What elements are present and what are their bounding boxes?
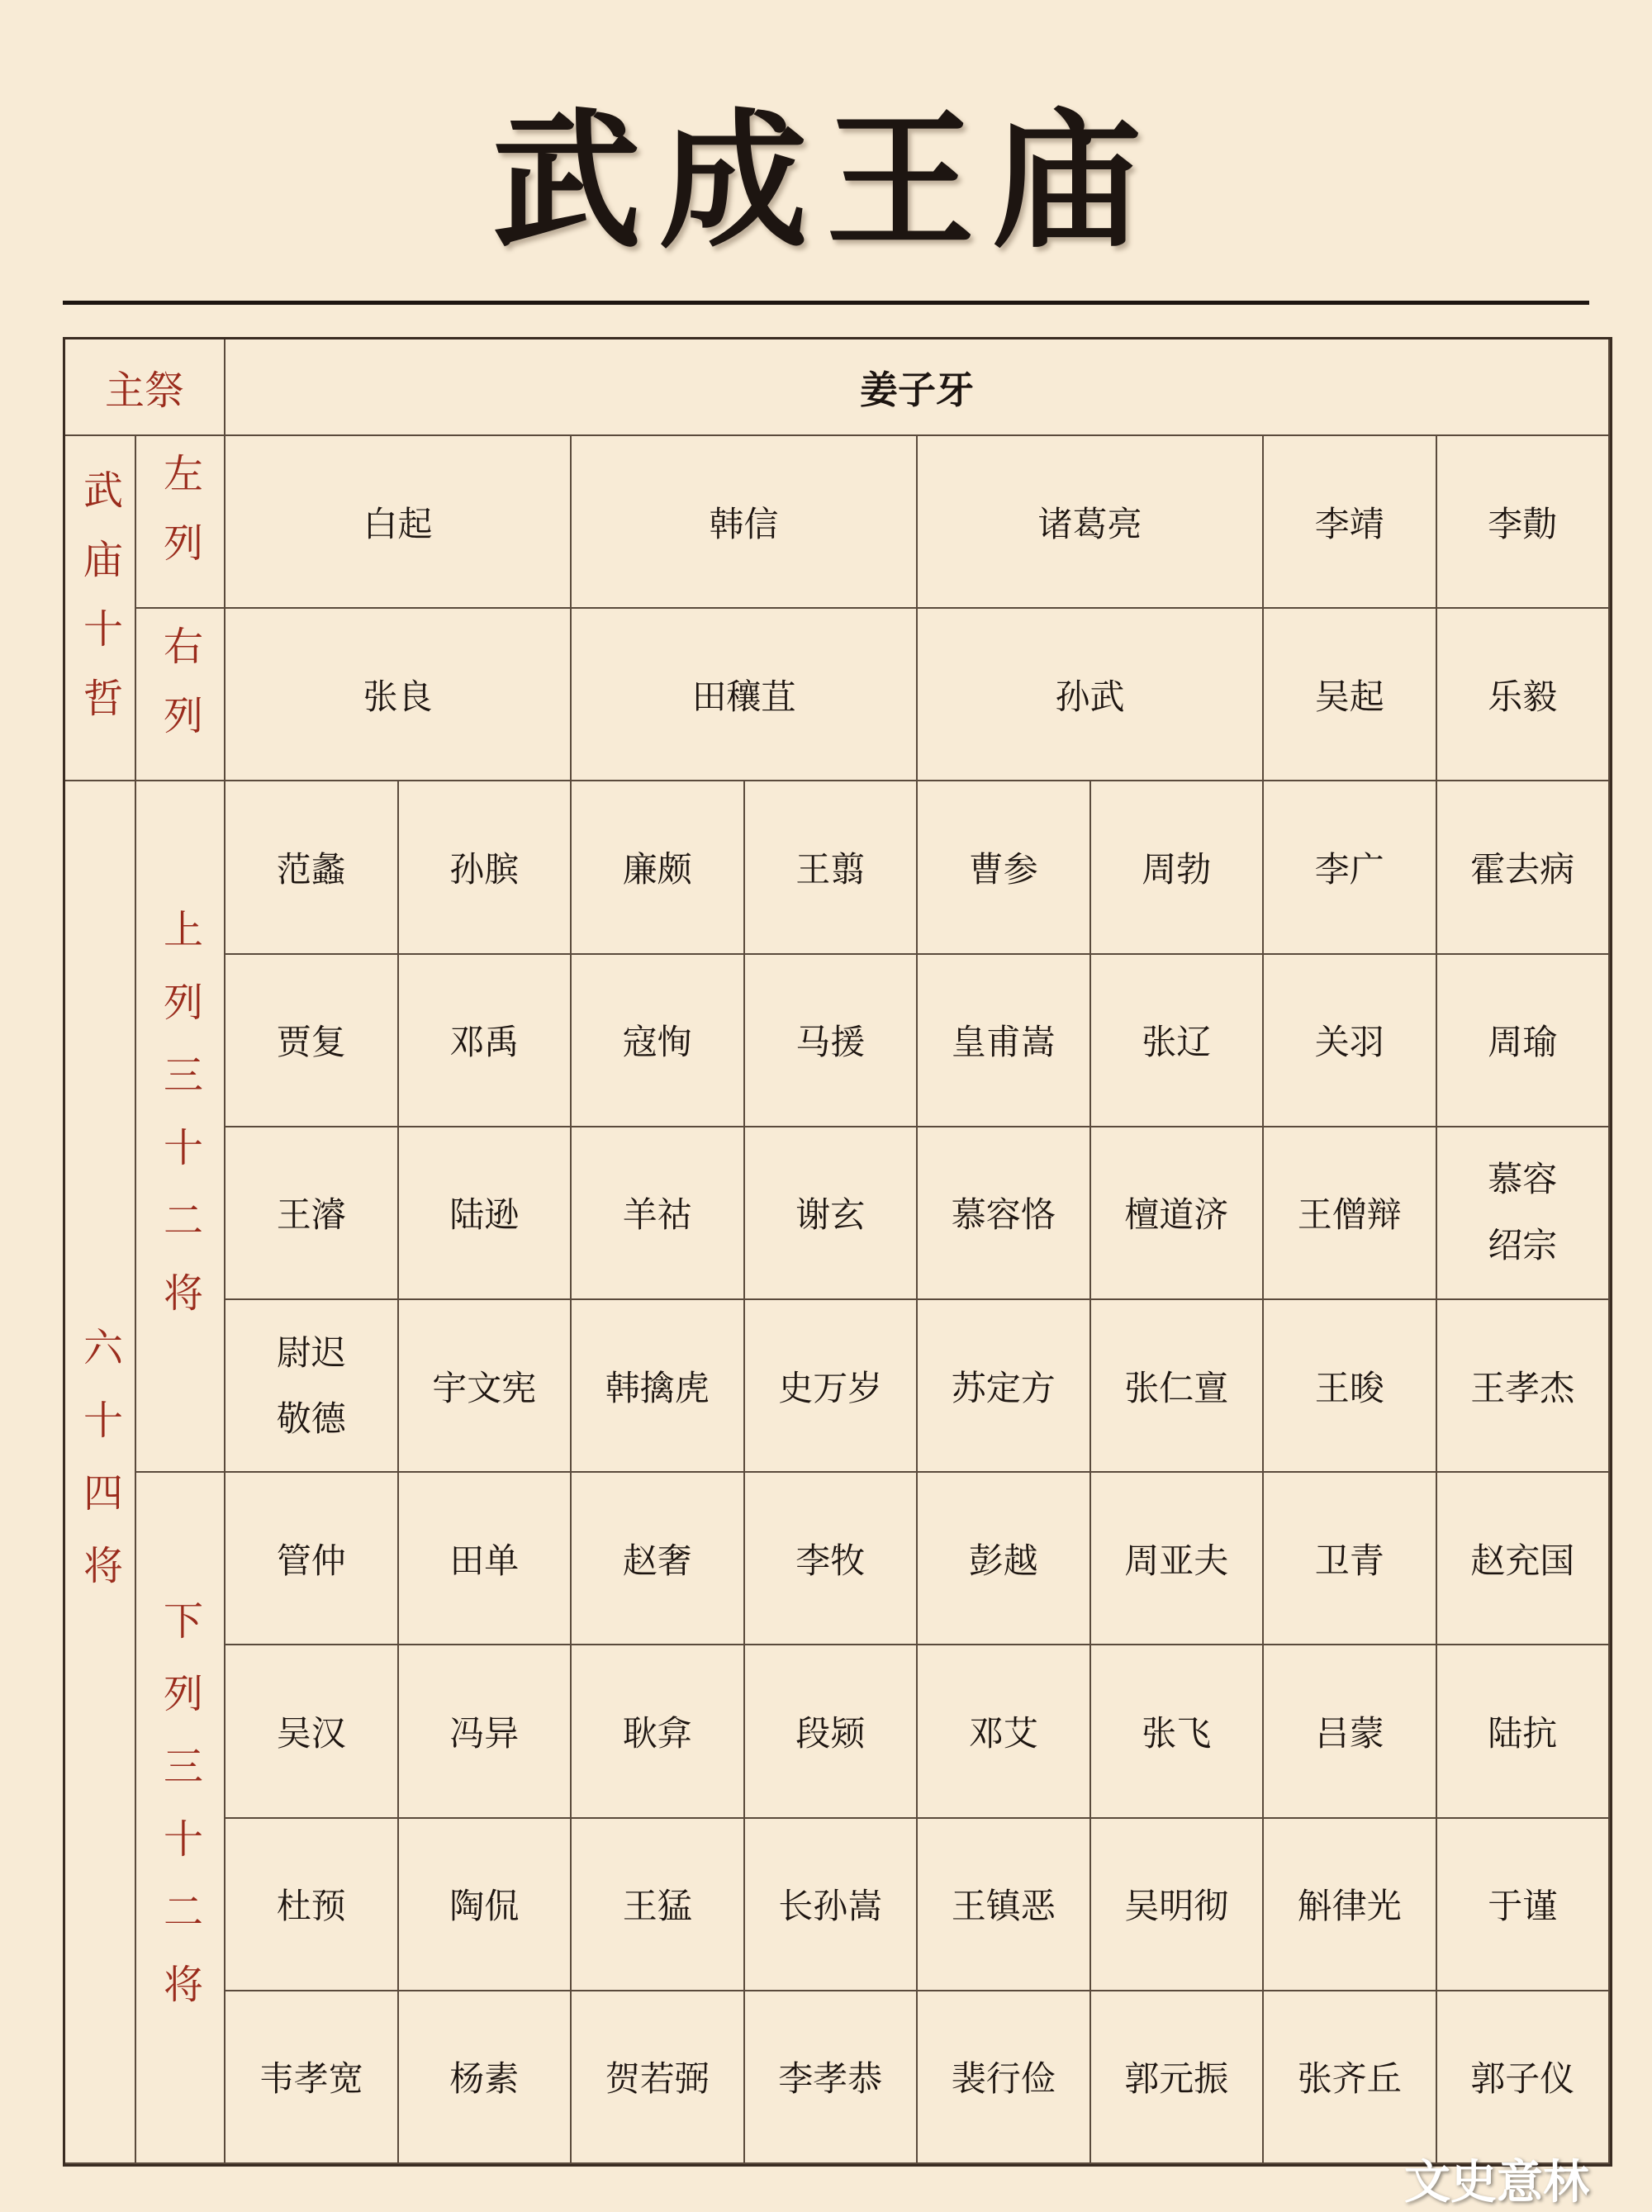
page-title: 武成王庙 <box>491 94 1160 268</box>
general-cell: 李广 <box>1264 781 1437 954</box>
general-cell: 皇甫嵩 <box>918 955 1091 1127</box>
general-cell: 范蠡 <box>225 781 399 954</box>
general-cell: 曹参 <box>918 781 1091 954</box>
general-cell: 吕蒙 <box>1264 1645 1437 1818</box>
general-cell: 郭元振 <box>1091 1991 1265 2164</box>
upper-generals-label: 上列三十二将 <box>136 781 225 1473</box>
general-cell: 王僧辩 <box>1264 1127 1437 1300</box>
general-cell: 王晙 <box>1264 1300 1437 1473</box>
general-cell: 田单 <box>399 1473 572 1645</box>
sage-cell: 白起 <box>225 436 572 609</box>
ten-sages-label: 武庙十哲 <box>65 436 136 781</box>
general-cell: 孙膑 <box>399 781 572 954</box>
sage-cell: 吴起 <box>1264 609 1437 781</box>
general-cell: 贾复 <box>225 955 399 1127</box>
general-cell: 韩擒虎 <box>572 1300 745 1473</box>
general-cell: 李牧 <box>745 1473 919 1645</box>
general-cell: 谢玄 <box>745 1127 919 1300</box>
general-cell: 张齐丘 <box>1264 1991 1437 2164</box>
watermark: 文史意林 <box>1404 2156 1589 2210</box>
sage-cell: 李靖 <box>1264 436 1437 609</box>
general-cell: 霍去病 <box>1437 781 1611 954</box>
general-cell: 李孝恭 <box>745 1991 919 2164</box>
general-cell: 杨素 <box>399 1991 572 2164</box>
general-cell: 冯异 <box>399 1645 572 1818</box>
sage-cell: 乐毅 <box>1437 609 1611 781</box>
general-cell: 周瑜 <box>1437 955 1611 1127</box>
general-cell: 于谨 <box>1437 1819 1611 1991</box>
generals-label: 六十四将 <box>65 781 136 2164</box>
general-cell: 赵奢 <box>572 1473 745 1645</box>
sage-cell: 孙武 <box>918 609 1264 781</box>
left-column-label: 左列 <box>136 436 225 609</box>
sage-cell: 张良 <box>225 609 572 781</box>
general-cell: 苏定方 <box>918 1300 1091 1473</box>
general-cell: 斛律光 <box>1264 1819 1437 1991</box>
general-cell: 吴汉 <box>225 1645 399 1818</box>
general-cell: 陆逊 <box>399 1127 572 1300</box>
general-cell: 慕容绍宗 <box>1437 1127 1611 1300</box>
general-cell: 王濬 <box>225 1127 399 1300</box>
general-cell: 宇文宪 <box>399 1300 572 1473</box>
sage-cell: 韩信 <box>572 436 918 609</box>
general-cell: 陶侃 <box>399 1819 572 1991</box>
general-cell: 长孙嵩 <box>745 1819 919 1991</box>
general-cell: 史万岁 <box>745 1300 919 1473</box>
general-cell: 王镇恶 <box>918 1819 1091 1991</box>
lower-generals-label: 下列三十二将 <box>136 1473 225 2164</box>
right-column-label: 右列 <box>136 609 225 781</box>
general-cell: 王翦 <box>745 781 919 954</box>
general-cell: 吴明彻 <box>1091 1819 1265 1991</box>
general-cell: 张飞 <box>1091 1645 1265 1818</box>
general-cell: 羊祜 <box>572 1127 745 1300</box>
general-cell: 管仲 <box>225 1473 399 1645</box>
general-cell: 耿弇 <box>572 1645 745 1818</box>
general-cell: 周亚夫 <box>1091 1473 1265 1645</box>
general-cell: 尉迟敬德 <box>225 1300 399 1473</box>
sage-cell: 诸葛亮 <box>918 436 1264 609</box>
general-cell: 王孝杰 <box>1437 1300 1611 1473</box>
general-cell: 韦孝宽 <box>225 1991 399 2164</box>
general-cell: 檀道济 <box>1091 1127 1265 1300</box>
general-cell: 杜预 <box>225 1819 399 1991</box>
temple-table <box>63 337 1612 2167</box>
general-cell: 张辽 <box>1091 955 1265 1127</box>
general-cell: 赵充国 <box>1437 1473 1611 1645</box>
general-cell: 贺若弼 <box>572 1991 745 2164</box>
general-cell: 郭子仪 <box>1437 1991 1611 2164</box>
general-cell: 周勃 <box>1091 781 1265 954</box>
general-cell: 彭越 <box>918 1473 1091 1645</box>
general-cell: 卫青 <box>1264 1473 1437 1645</box>
general-cell: 邓艾 <box>918 1645 1091 1818</box>
general-cell: 慕容恪 <box>918 1127 1091 1300</box>
general-cell: 寇恂 <box>572 955 745 1127</box>
general-cell: 裴行俭 <box>918 1991 1091 2164</box>
general-cell: 邓禹 <box>399 955 572 1127</box>
general-cell: 马援 <box>745 955 919 1127</box>
general-cell: 廉颇 <box>572 781 745 954</box>
sage-cell: 田穰苴 <box>572 609 918 781</box>
sage-cell: 李勣 <box>1437 436 1611 609</box>
general-cell: 关羽 <box>1264 955 1437 1127</box>
chief-label: 主祭 <box>65 339 225 436</box>
general-cell: 张仁亶 <box>1091 1300 1265 1473</box>
chief-name: 姜子牙 <box>225 339 1610 436</box>
general-cell: 王猛 <box>572 1819 745 1991</box>
general-cell: 陆抗 <box>1437 1645 1611 1818</box>
title-divider <box>63 301 1589 305</box>
general-cell: 段颎 <box>745 1645 919 1818</box>
